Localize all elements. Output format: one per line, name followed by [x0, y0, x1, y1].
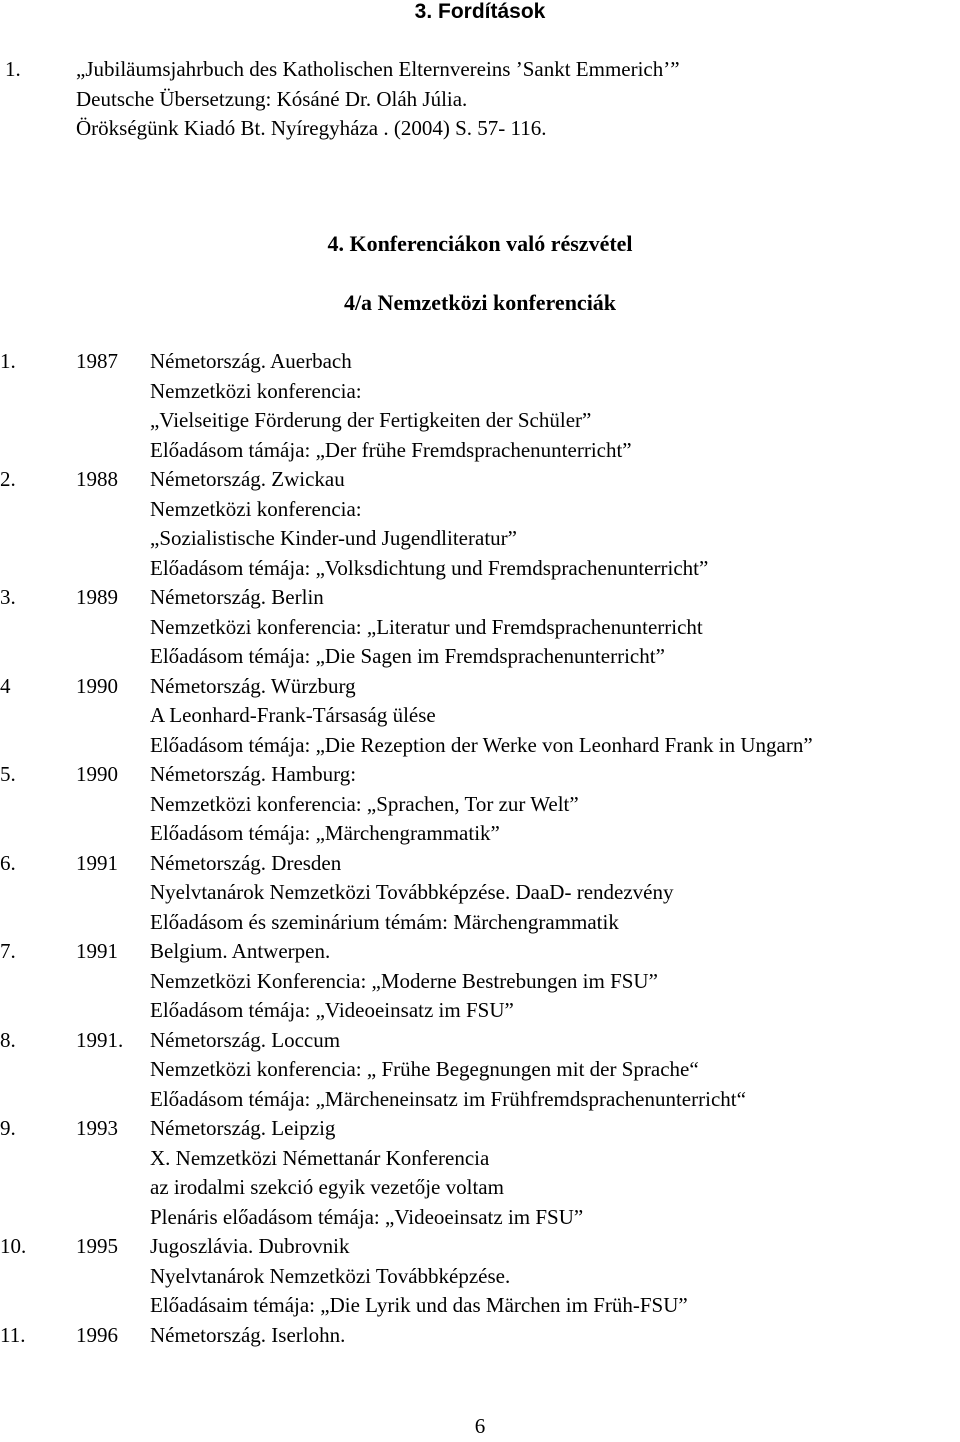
- conference-header-row: [0, 760, 960, 790]
- conference-detail: Nyelvtanárok Nemzetközi Továbbképzése.: [150, 1263, 511, 1288]
- conference-detail: Előadásom témája: „Die Rezeption der Werke von Leonhard Frank in Ungarn”: [150, 732, 813, 757]
- conference-detail: „Vielseitige Förderung der Fertigkeiten der Schüler”: [150, 408, 592, 432]
- conference-detail-row: [0, 642, 960, 672]
- conference-location: Németország. Berlin: [150, 585, 324, 609]
- conference-detail: Előadásaim témája: „Die Lyrik und das Märchen im Früh-FSU”: [150, 1293, 688, 1317]
- conference-year: 1988: [76, 467, 118, 491]
- conference-year: 1991: [76, 939, 118, 963]
- conference-location: Németország. Iserlohn.: [150, 1322, 346, 1347]
- conference-header-row: [0, 672, 960, 702]
- conference-location: Belgium. Antwerpen.: [150, 939, 331, 963]
- conference-detail: Plenáris előadásom témája: „Videoeinsatz im FSU”: [150, 1204, 584, 1229]
- conference-year: 1989: [76, 585, 118, 609]
- section-3-heading: 3. Fordítások: [414, 0, 546, 23]
- conference-detail-row: [0, 1173, 960, 1203]
- conference-detail-row: [0, 908, 960, 938]
- conference-detail-row: [0, 701, 960, 731]
- translation-number: 1.: [5, 57, 21, 81]
- conference-number: 3.: [0, 585, 16, 609]
- conference-header-row: [0, 937, 960, 967]
- conference-location: Jugoszlávia. Dubrovnik: [150, 1234, 350, 1258]
- conference-detail-row: [0, 790, 960, 820]
- conference-header-row: [0, 849, 960, 879]
- conference-item: [0, 1026, 960, 1115]
- conference-header-row: [0, 347, 960, 377]
- conference-header-row: [0, 465, 960, 495]
- conference-location: Németország. Dresden: [150, 850, 342, 875]
- conference-location: Németország. Zwickau: [150, 467, 345, 491]
- conference-year: 1996: [76, 1322, 118, 1347]
- conference-detail: Nemzetközi konferencia: „Sprachen, Tor zur Welt”: [150, 791, 579, 816]
- conference-detail: Előadásom és szeminárium témám: Märchengrammatik: [150, 909, 619, 934]
- conference-detail: Előadásom témája: „Die Sagen im Fremdsprachenunterricht”: [150, 644, 665, 668]
- conference-detail-row: [0, 967, 960, 997]
- conference-detail: „Sozialistische Kinder-und Jugendliteratur”: [150, 526, 517, 550]
- conference-detail-row: [0, 1144, 960, 1174]
- page-number: 6: [474, 1414, 486, 1438]
- conference-year: 1993: [76, 1116, 118, 1140]
- conference-item: [0, 1321, 960, 1351]
- conference-detail-row: [0, 495, 960, 525]
- conference-location: Németország. Auerbach: [150, 349, 352, 373]
- conference-detail-row: [0, 1262, 960, 1292]
- conference-detail: Nemzetközi Konferencia: „Moderne Bestrebungen im FSU”: [150, 968, 658, 993]
- conference-detail: Előadásom témája: „Volksdichtung und Fremdsprachenunterricht”: [150, 555, 709, 580]
- conference-location: Németország. Loccum: [150, 1027, 341, 1052]
- conference-number: 6.: [0, 850, 16, 875]
- conference-number: 7.: [0, 939, 16, 963]
- conference-list: [0, 347, 960, 1350]
- conference-detail: Nemzetközi konferencia:: [150, 496, 362, 521]
- conference-header-row: [0, 1026, 960, 1056]
- conference-detail: Nemzetközi konferencia: „Literatur und Fremdsprachenunterricht: [150, 614, 703, 639]
- conference-year: 1990: [76, 673, 118, 698]
- conference-number: 10.: [0, 1234, 27, 1258]
- conference-header-row: [0, 1232, 960, 1262]
- conference-item: [0, 465, 960, 583]
- conference-detail: Nyelvtanárok Nemzetközi Továbbképzése. DaaD- rendezvény: [150, 880, 674, 904]
- conference-detail-row: [0, 1291, 960, 1321]
- conference-detail-row: [0, 554, 960, 584]
- conference-number: 1.: [0, 349, 16, 373]
- conference-number: 2.: [0, 467, 16, 491]
- conference-number: 11.: [0, 1322, 26, 1347]
- conference-location: Németország. Würzburg: [150, 673, 356, 698]
- conference-detail: Előadásom támája: „Der frühe Fremdsprachenunterricht”: [150, 437, 632, 462]
- conference-detail-row: [0, 731, 960, 761]
- conference-detail: Előadásom témája: „Märcheneinsatz im Frühfremdsprachenunterricht“: [150, 1086, 746, 1111]
- conference-detail: Nemzetközi konferencia: „ Frühe Begegnungen mit der Sprache“: [150, 1057, 699, 1081]
- conference-year: 1987: [76, 349, 118, 373]
- conference-header-row: [0, 1321, 960, 1351]
- conference-number: 5.: [0, 762, 16, 786]
- conference-detail: A Leonhard-Frank-Társaság ülése: [150, 703, 436, 727]
- translation-line-2: Deutsche Übersetzung: Kósáné Dr. Oláh Júlia.: [76, 86, 468, 111]
- conference-year: 1991.: [76, 1027, 124, 1052]
- conference-detail: Nemzetközi konferencia:: [150, 378, 362, 403]
- conference-location: Németország. Leipzig: [150, 1116, 336, 1140]
- conference-detail-row: [0, 436, 960, 466]
- section-4a-heading: 4/a Nemzetközi konferenciák: [343, 290, 617, 315]
- conference-detail-row: [0, 1055, 960, 1085]
- conference-detail-row: [0, 377, 960, 407]
- conference-item: [0, 672, 960, 761]
- conference-year: 1991: [76, 850, 118, 875]
- conference-header-row: [0, 583, 960, 613]
- translation-line-3: Örökségünk Kiadó Bt. Nyíregyháza . (2004) S. 57- 116.: [76, 116, 547, 140]
- conference-item: [0, 347, 960, 465]
- conference-location: Németország. Hamburg:: [150, 762, 357, 786]
- conference-number: 9.: [0, 1116, 16, 1140]
- conference-item: [0, 760, 960, 849]
- conference-detail: Előadásom témája: „Märchengrammatik”: [150, 821, 500, 845]
- conference-item: [0, 849, 960, 938]
- conference-detail: Előadásom témája: „Videoeinsatz im FSU”: [150, 998, 514, 1022]
- conference-year: 1990: [76, 762, 118, 786]
- conference-detail-row: [0, 406, 960, 436]
- conference-header-row: [0, 1114, 960, 1144]
- conference-detail-row: [0, 1085, 960, 1115]
- conference-detail-row: [0, 1203, 960, 1233]
- conference-detail: X. Nemzetközi Némettanár Konferencia: [150, 1145, 490, 1170]
- translation-entry: [0, 55, 900, 144]
- conference-number: 4: [0, 673, 11, 698]
- conference-detail-row: [0, 996, 960, 1026]
- translation-line-1: [0, 55, 900, 85]
- conference-detail-row: [0, 819, 960, 849]
- conference-detail-row: [0, 878, 960, 908]
- section-4-heading: 4. Konferenciákon való részvétel: [327, 231, 633, 256]
- conference-detail-row: [0, 524, 960, 554]
- conference-year: 1995: [76, 1234, 118, 1258]
- conference-item: [0, 1232, 960, 1321]
- translation-title: „Jubiläumsjahrbuch des Katholischen Elternvereins ’Sankt Emmerich’”: [76, 57, 680, 81]
- conference-item: [0, 583, 960, 672]
- conference-detail-row: [0, 613, 960, 643]
- conference-item: [0, 1114, 960, 1232]
- conference-number: 8.: [0, 1027, 16, 1052]
- conference-item: [0, 937, 960, 1026]
- conference-detail: az irodalmi szekció egyik vezetője voltam: [150, 1175, 504, 1199]
